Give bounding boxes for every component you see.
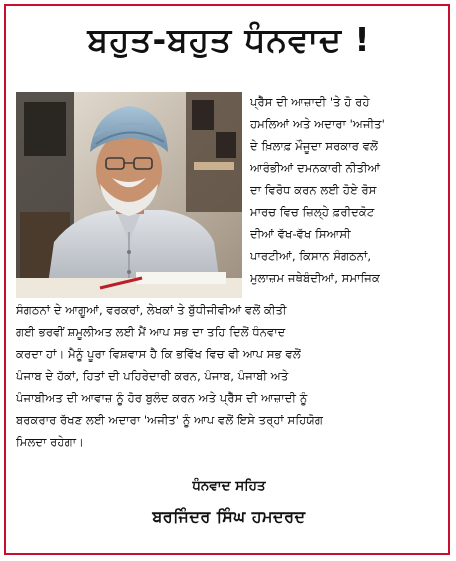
portrait-photo bbox=[16, 92, 242, 298]
signature-name: ਬਰਜਿੰਦਰ ਸਿੰਘ ਹਮਦਰਦ bbox=[152, 507, 306, 526]
headline: ਬਹੁਤ-ਬਹੁਤ ਧੰਨਵਾਦ ! bbox=[87, 20, 371, 59]
body-line: ਦਾ ਵਿਰੋਧ ਕਰਨ ਲਈ ਹੋਏ ਰੋਸ bbox=[250, 183, 377, 197]
notice-frame bbox=[4, 4, 450, 555]
body-line: ਹਮਲਿਆਂ ਅਤੇ ਅਦਾਰਾ 'ਅਜੀਤ' bbox=[250, 117, 385, 131]
body-line: ਪੰਜਾਬੀਅਤ ਦੀ ਆਵਾਜ਼ ਨੂੰ ਹੋਰ ਬੁਲੰਦ ਕਰਨ ਅਤੇ ਪ੍ਰੈੱਸ ਦੀ ਆਜ਼ਾਦੀ ਨੂੰ bbox=[16, 391, 308, 405]
body-line: ਪੰਜਾਬ ਦੇ ਹੱਕਾਂ, ਹਿਤਾਂ ਦੀ ਪਹਿਰੇਦਾਰੀ ਕਰਨ, ਪੰਜਾਬ, ਪੰਜਾਬੀ ਅਤੇ bbox=[16, 369, 289, 383]
body-line: ਸੰਗਠਨਾਂ ਦੇ ਆਗੂਆਂ, ਵਰਕਰਾਂ, ਲੇਖਕਾਂ ਤੇ ਬੁੱਧੀਜੀਵੀਆਂ ਵਲੋਂ ਕੀਤੀ bbox=[16, 303, 287, 317]
body-line: ਬਰਕਰਾਰ ਰੱਖਣ ਲਈ ਅਦਾਰਾ 'ਅਜੀਤ' ਨੂੰ ਆਪ ਵਲੋਂ ਇਸੇ ਤਰ੍ਹਾਂ ਸਹਿਯੋਗ bbox=[16, 413, 323, 427]
body-line: ਮਿਲਦਾ ਰਹੇਗਾ। bbox=[16, 435, 84, 449]
body-line: ਪਾਰਟੀਆਂ, ਕਿਸਾਨ ਸੰਗਠਨਾਂ, bbox=[250, 249, 372, 263]
body-line: ਦੀਆਂ ਵੱਖ-ਵੱਖ ਸਿਆਸੀ bbox=[250, 227, 351, 241]
body-line: ਕਰਦਾ ਹਾਂ। ਮੈਨੂੰ ਪੂਰਾ ਵਿਸ਼ਵਾਸ ਹੈ ਕਿ ਭਵਿੱਖ ਵਿਚ ਵੀ ਆਪ ਸਭ ਵਲੋਂ bbox=[16, 347, 301, 361]
body-line: ਗਈ ਭਰਵੀਂ ਸ਼ਮੂਲੀਅਤ ਲਈ ਮੈਂ ਆਪ ਸਭ ਦਾ ਤਹਿ ਦਿਲੋਂ ਧੰਨਵਾਦ bbox=[16, 325, 286, 339]
body-line: ਮਾਰਚ ਵਿਚ ਜ਼ਿਲ੍ਹੇ ਫ਼ਰੀਦਕੋਟ bbox=[250, 205, 375, 219]
signature-label: ਧੰਨਵਾਦ ਸਹਿਤ bbox=[192, 478, 266, 494]
portrait-illustration bbox=[16, 92, 242, 298]
body-line: ਆਰੰਭੀਆਂ ਦਮਨਕਾਰੀ ਨੀਤੀਆਂ bbox=[250, 161, 381, 175]
body-line: ਦੇ ਖ਼ਿਲਾਫ਼ ਮੌਜੂਦਾ ਸਰਕਾਰ ਵਲੋਂ bbox=[250, 139, 378, 153]
body-line: ਪ੍ਰੈੱਸ ਦੀ ਆਜ਼ਾਦੀ 'ਤੇ ਹੋ ਰਹੇ bbox=[250, 95, 370, 109]
body-line: ਮੁਲਾਜ਼ਮ ਜਥੇਬੰਦੀਆਂ, ਸਮਾਜਿਕ bbox=[250, 271, 380, 285]
